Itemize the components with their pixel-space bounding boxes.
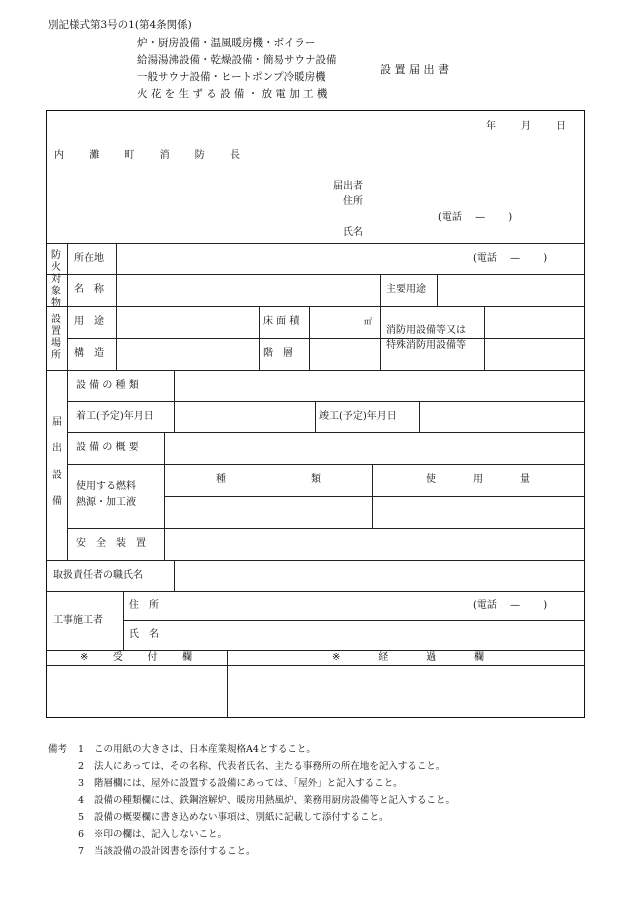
contractor-address-label: 住 所 — [129, 599, 159, 611]
col-divider — [484, 306, 485, 370]
completion-date-label: 竣工(予定)年月日 — [319, 410, 397, 422]
form-reference: 別記様式第3号の1(第4条関係) — [48, 19, 192, 31]
equipment-section-char: 設 — [52, 470, 62, 481]
fire-equipment-label-2: 特殊消防用設備等 — [386, 340, 466, 351]
equipment-type-label: 設 備 の 種 類 — [76, 379, 139, 391]
overview-label: 設 備 の 概 要 — [76, 442, 139, 453]
floors-label: 階 層 — [263, 348, 293, 359]
col-divider — [116, 243, 117, 370]
main-use-label: 主要用途 — [386, 284, 426, 295]
col-divider — [67, 370, 68, 560]
kind-header: 種 類 — [216, 474, 321, 485]
equipment-section-char: 届 — [52, 417, 62, 428]
col-divider — [67, 243, 68, 370]
row-divider — [46, 274, 585, 275]
notes — [48, 741, 455, 860]
col-divider — [380, 274, 381, 306]
equipment-section-char: 出 — [52, 443, 62, 454]
contractor-label: 工事施工者 — [53, 614, 103, 626]
equipment-line-2: 給湯湯沸設備・乾燥設備・簡易サウナ設備 — [137, 54, 337, 66]
applicant-address-label: 住所 — [343, 196, 363, 207]
progress-header: ※ 経 過 欄 — [332, 651, 484, 663]
location-label: 所在地 — [74, 252, 104, 264]
note-item: 備考 1 この用紙の大きさは、日本産業規格A4とすること。 — [48, 741, 455, 758]
reception-header: ※ 受 付 欄 — [80, 651, 192, 663]
equipment-line-4: 火 花 を 生 ず る 設 備 ・ 放 電 加 工 機 — [137, 88, 328, 100]
note-item: 4 設備の種類欄には、鉄鋼溶解炉、暖房用熱風炉、業務用厨房設備等と記入すること。 — [78, 795, 456, 806]
contractor-name-label: 氏 名 — [129, 629, 159, 640]
col-divider — [259, 306, 260, 370]
applicant-name-label: 氏名 — [343, 227, 363, 238]
equipment-section-char: 備 — [52, 496, 62, 507]
row-divider — [123, 620, 585, 621]
col-divider — [227, 650, 228, 718]
note-item: 5 設備の概要欄に書き込めない事項は、別紙に記載して添付すること。 — [78, 812, 389, 823]
note-item: 3 階層欄には、屋外に設置する設備にあっては、「屋外」と記入すること。 — [78, 778, 403, 789]
object-section-label: 防火対象物 — [51, 250, 61, 309]
fuel-label-1: 使用する燃料 — [76, 481, 136, 492]
row-divider — [46, 665, 585, 666]
fire-equipment-label-1: 消防用設備等又は — [386, 325, 466, 336]
notes-heading: 備考 — [48, 744, 68, 755]
col-divider — [123, 591, 124, 650]
equipment-line-3: 一般サウナ設備・ヒートポンプ冷暖房機 — [137, 71, 326, 83]
document-title: 設 置 届 出 書 — [380, 63, 449, 76]
note-item: 6 ※印の欄は、記入しないこと。 — [78, 829, 228, 840]
col-divider — [372, 464, 373, 528]
structure-label: 構 造 — [74, 348, 104, 359]
row-divider — [164, 496, 585, 497]
manager-label: 取扱責任者の職氏名 — [53, 569, 143, 581]
month-label: 月 — [521, 121, 531, 132]
use-label: 用 途 — [74, 316, 104, 327]
year-label: 年 — [486, 121, 496, 132]
equipment-line-1: 炉・厨房設備・温風暖房機・ボイラー — [137, 37, 316, 49]
object-name-label: 名 称 — [74, 284, 104, 295]
sqm-unit: ㎡ — [364, 317, 372, 326]
fuel-label-2: 熱源・加工液 — [76, 497, 136, 508]
col-divider — [437, 274, 438, 306]
day-label: 日 — [556, 121, 566, 132]
place-section-label: 設置場所 — [51, 314, 61, 361]
col-divider — [419, 401, 420, 432]
col-divider — [309, 306, 310, 370]
row-divider — [67, 432, 585, 433]
floor-area-label: 床 面 積 — [263, 316, 300, 327]
col-divider — [380, 306, 381, 370]
object-phone: (電話 — ) — [473, 252, 548, 264]
col-divider — [174, 560, 175, 591]
row-divider — [67, 338, 585, 339]
col-divider — [315, 401, 316, 432]
applicant-label: 届出者 — [333, 181, 363, 192]
safety-device-label: 安 全 装 置 — [76, 538, 146, 549]
applicant-phone: (電話 — ) — [438, 212, 513, 223]
col-divider — [164, 432, 165, 560]
addressee: 内 灘 町 消 防 長 — [54, 150, 240, 161]
row-divider — [46, 306, 585, 307]
contractor-phone: (電話 — ) — [473, 599, 548, 611]
col-divider — [174, 370, 175, 432]
usage-header: 使 用 量 — [426, 474, 530, 485]
note-item: 7 当該設備の設計図書を添付すること。 — [78, 846, 256, 857]
start-date-label: 着工(予定)年月日 — [76, 410, 154, 422]
note-item: 2 法人にあっては、その名称、代表者氏名、主たる事務所の所在地を記入すること。 — [78, 761, 446, 772]
